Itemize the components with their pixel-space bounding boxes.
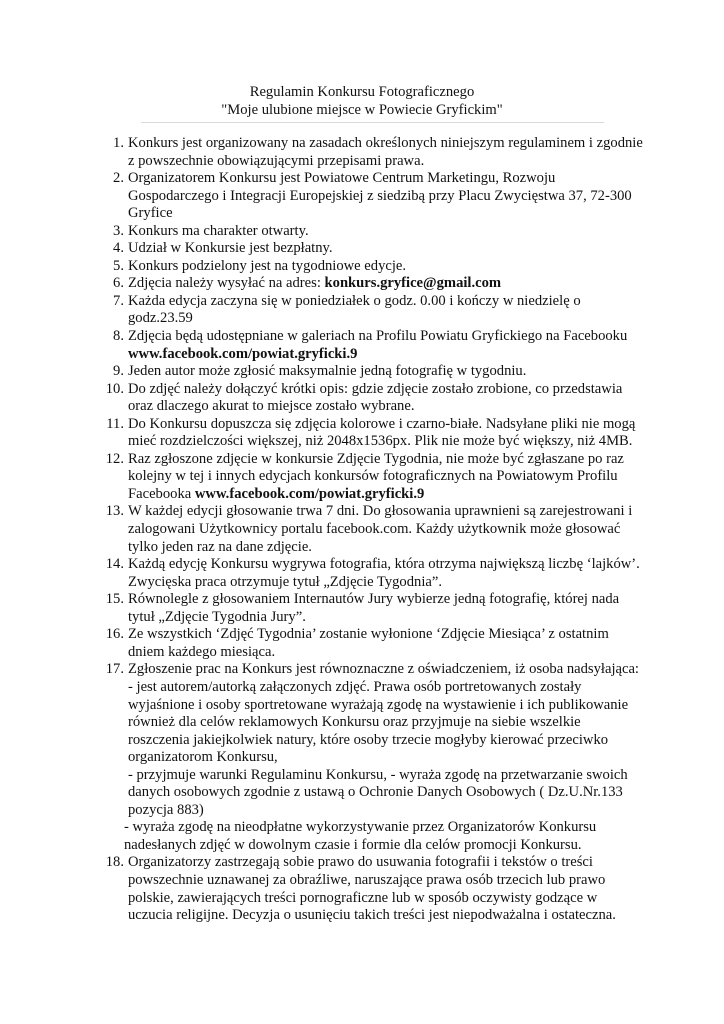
rule-item [98, 170, 643, 223]
rule-number: 4. [113, 240, 124, 257]
rule-item [98, 854, 643, 924]
rule-number: 10. [105, 380, 124, 397]
rule-number: 9. [113, 363, 124, 380]
rule-item [98, 223, 643, 241]
rule-number: 18. [105, 854, 124, 871]
rule-number: 15. [105, 591, 124, 608]
rule-item [98, 451, 643, 504]
rule-text: Każda edycja zaczyna się w poniedziałek o godz. 0.00 i kończy w niedzielę o godz.23.59 [128, 292, 581, 327]
rule-text: Udział w Konkursie jest bezpłatny. [128, 240, 333, 257]
rule-item [98, 556, 643, 591]
rule-number: 14. [105, 556, 124, 573]
rule-item [98, 240, 643, 258]
rule-text-wrap [128, 451, 643, 504]
rule-text: Raz zgłoszone zdjęcie w konkursie Zdjęcie Tygodnia, nie może być zgłaszane po raz kolejny w tej i innych edycjach konkursów fotograficznych na Powiatowym Profilu Facebooka [128, 450, 624, 502]
rule-number: 2. [113, 170, 124, 187]
rule-number: 6. [113, 275, 124, 292]
rule-text: Konkurs ma charakter otwarty. [128, 222, 309, 239]
email-address: konkurs.gryfice@gmail.com [324, 275, 502, 292]
rule-item [98, 503, 643, 556]
rule-item [98, 328, 643, 363]
rule-subpoint: - wyraża zgodę na nieodpłatne wykorzystywanie przez Organizatorów Konkursu nadesłanych zdjęć w dowolnym czasie i formie dla celów promocji Konkursu. [124, 819, 597, 853]
rule-text: Konkurs podzielony jest na tygodniowe edycje. [128, 257, 407, 274]
rule-subpoint: - jest autorem/autorką załączonych zdjęć. Prawa osób portretowanych zostały wyjaśnione i osoby sportretowane wyrażają zgodę na wystawienie i ich publikowanie również dla celów reklamowych Konkursu oraz przyjmuje na siebie wszelkie roszczenia jakiejkolwiek natury, które osoby trzecie mogłyby kierować przeciwko organizatorom Konkursu, [128, 678, 629, 766]
rule-number: 12. [105, 450, 124, 467]
title-divider [141, 122, 604, 123]
rule-number: 1. [113, 135, 124, 151]
rule-text: Organizatorzy zastrzegają sobie prawo do usuwania fotografii i tekstów o treści powszechnie uznawanej za obraźliwe, naruszające prawa osób trzecich lub prawo polskie, zawierających treści pornograficzne lub w sposób oczywisty godzące w uczucia religijne. Decyzja o usunięciu takich treści jest niepodważalna i ostateczna. [128, 854, 616, 924]
rule-number: 5. [113, 257, 124, 274]
rule-item [98, 275, 643, 293]
rule-text: Zgłoszenie prac na Konkurs jest równoznaczne z oświadczeniem, iż osoba nadsyłająca: [128, 661, 639, 678]
rule-number: 3. [113, 222, 124, 239]
rules-list [98, 135, 643, 925]
rule-text: Zdjęcia należy wysyłać na adres: [128, 275, 325, 292]
rule-item [98, 626, 643, 661]
title-line-2: "Moje ulubione miejsce w Powiecie Gryfickim" [221, 101, 503, 118]
rule-item [98, 661, 643, 854]
rule-subpoint: - przyjmuje warunki Regulaminu Konkursu, - wyraża zgodę na przetwarzanie swoich danych osobowych zgodnie z ustawą o Ochronie Danych Osobowych ( Dz.U.Nr.133 pozycja 883) [128, 766, 628, 818]
rule-number: 17. [105, 661, 124, 678]
rule-item [98, 591, 643, 626]
rule-text: Równolegle z głosowaniem Internautów Jury wybierze jedną fotografię, której nada tytuł „Zdjęcie Tygodnia Jury”. [128, 591, 620, 625]
document-title [0, 84, 724, 119]
rule-text-wrap [128, 275, 643, 293]
facebook-url: www.facebook.com/powiat.gryficki.9 [194, 485, 425, 502]
rule-text: Jeden autor może zgłosić maksymalnie jedną fotografię w tygodniu. [128, 363, 527, 380]
rule-text: Zdjęcia będą udostępniane w galeriach na Profilu Powiatu Gryfickiego na Facebooku [128, 328, 628, 345]
rule-text: Organizatorem Konkursu jest Powiatowe Centrum Marketingu, Rozwoju Gospodarczego i Integracji Europejskiej z siedzibą przy Placu Zwycięstwa 37, 72-300 Gryfice [128, 170, 632, 222]
rule-item [98, 363, 643, 381]
rule-text-wrap [128, 328, 643, 363]
rule-text: Ze wszystkich ‘Zdjęć Tygodnia’ zostanie wyłonione ‘Zdjęcie Miesiąca’ z ostatnim dniem każdego miesiąca. [128, 626, 609, 660]
rule-text: Do Konkursu dopuszcza się zdjęcia kolorowe i czarno-białe. Nadsyłane pliki nie mogą mieć rozdzielczości większej, niż 2048x1536px. Plik nie może być większy, niż 4MB. [128, 415, 636, 450]
rule-text: Każdą edycję Konkursu wygrywa fotografia, która otrzyma największą liczbę ‘lajków’. Zwycięska praca otrzymuje tytuł „Zdjęcie Tygodnia”. [128, 556, 640, 590]
rule-item [98, 135, 643, 170]
rule-number: 13. [105, 503, 124, 520]
rule-item [98, 258, 643, 276]
rule-text: W każdej edycji głosowanie trwa 7 dni. Do głosowania uprawnieni są zarejestrowani i zalogowani Użytkownicy portalu facebook.com. Każdy użytkownik może głosować tylko jeden raz na dane zdjęcie. [128, 503, 633, 555]
facebook-url: www.facebook.com/powiat.gryficki.9 [128, 345, 358, 362]
rule-item [98, 416, 643, 451]
rule-number: 16. [105, 626, 124, 643]
rule-number: 8. [113, 328, 124, 345]
rule-number: 11. [106, 415, 124, 432]
title-line-1: Regulamin Konkursu Fotograficznego [249, 84, 475, 100]
rule-text: Do zdjęć należy dołączyć krótki opis: gdzie zdjęcie zostało zrobione, co przedstawia oraz dlaczego akurat to miejsce zostało wybrane. [128, 380, 623, 415]
rule-text: Konkurs jest organizowany na zasadach określonych niniejszym regulaminem i zgodnie z powszechnie obowiązującymi przepisami prawa. [128, 135, 643, 169]
rule-number: 7. [113, 292, 124, 309]
rule-item [98, 293, 643, 328]
rule-item [98, 381, 643, 416]
